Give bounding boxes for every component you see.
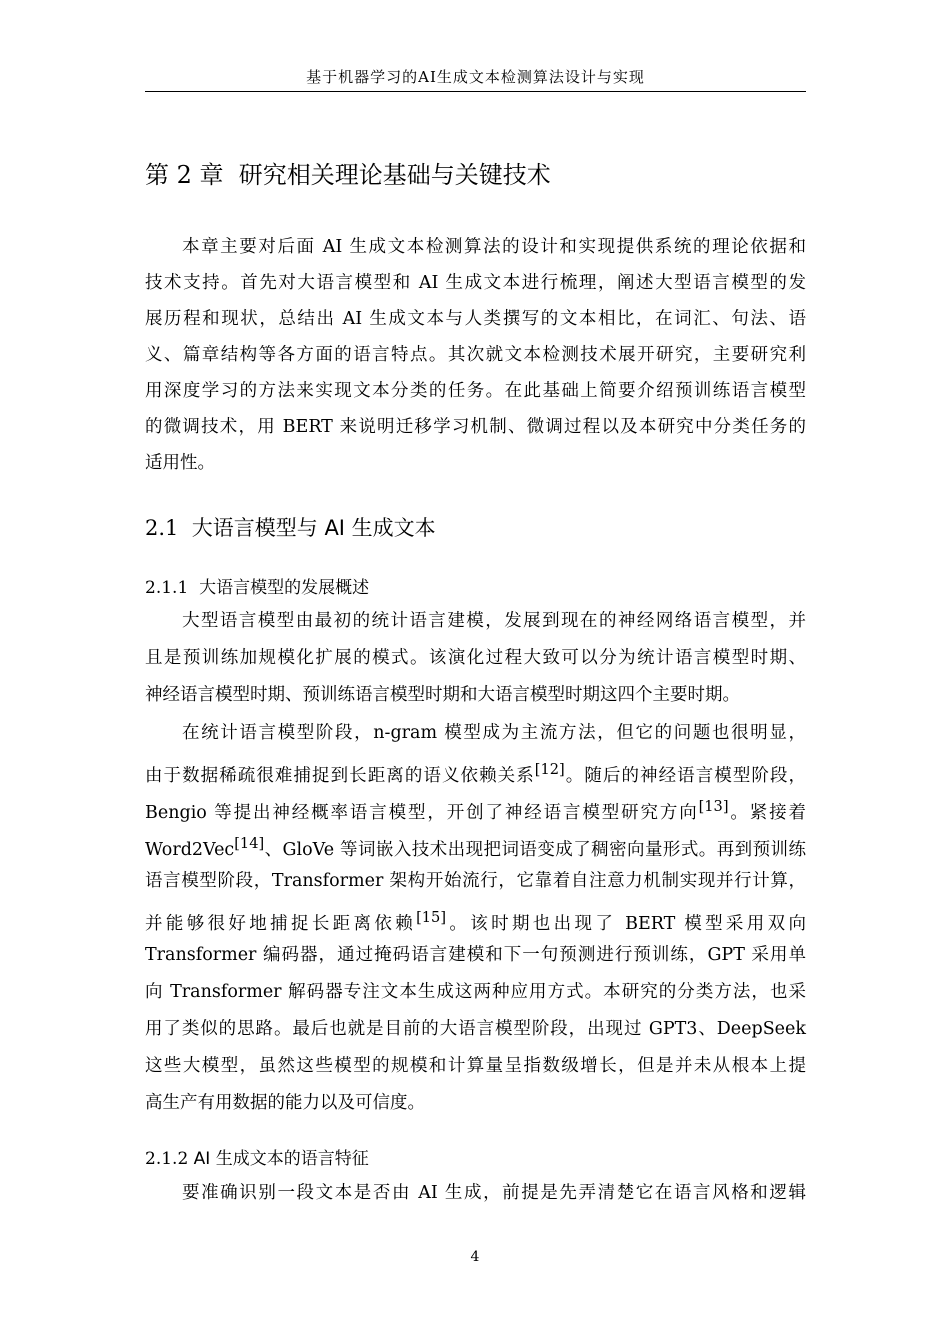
citation-ref: [13] [698, 798, 729, 815]
chapter-number: 第 2 章 [145, 161, 224, 189]
subsection-number: 2.1.1 [145, 578, 189, 598]
text-line: 语言模型阶段，Transformer 架构开始流行，它靠着自注意力机制实现并行计算， [145, 871, 806, 891]
text-line: Transformer 编码器，通过掩码语言建模和下一句预测进行预训练，GPT 采用单 [145, 945, 806, 965]
text-line: Word2Vec[14]、GloVe 等词嵌入技术出现把词语变成了稠密向量形式。再到预训练 [145, 835, 806, 860]
section-title: 大语言模型与 AI 生成文本 [191, 516, 436, 540]
text-line: 向 Transformer 解码器专注文本生成这两种应用方式。本研究的分类方法，也采 [145, 982, 806, 1002]
citation-ref: [15] [416, 909, 447, 926]
section-number: 2.1 [145, 516, 179, 540]
text-line: 要准确识别一段文本是否由 AI 生成，前提是先弄清楚它在语言风格和逻辑 [182, 1183, 806, 1203]
text-line: Bengio 等提出神经概率语言模型，开创了神经语言模型研究方向[13]。紧接着 [145, 798, 807, 823]
text-line: 神经语言模型时期、预训练语言模型时期和大语言模型时期这四个主要时期。 [145, 685, 740, 705]
text-line: 的微调技术，用 BERT 来说明迁移学习机制、微调过程以及本研究中分类任务的 [145, 417, 806, 437]
citation-ref: [14] [234, 835, 265, 852]
section-heading-2-1 [145, 512, 436, 542]
text-line: 由于数据稀疏很难捕捉到长距离的语义依赖关系[12]。随后的神经语言模型阶段， [145, 761, 807, 786]
text-line: 大型语言模型由最初的统计语言建模，发展到现在的神经网络语言模型，并 [182, 611, 806, 631]
chapter-title-text: 研究相关理论基础与关键技术 [238, 161, 551, 189]
text-line: 高生产有用数据的能力以及可信度。 [145, 1093, 425, 1113]
text-line: 并能够很好地捕捉长距离依赖[15]。该时期也出现了 BERT 模型采用双向 [145, 909, 806, 934]
subsection-title: AI 生成文本的语言特征 [193, 1149, 369, 1169]
page-number: 4 [470, 1249, 480, 1265]
text-line: 在统计语言模型阶段，n-gram 模型成为主流方法，但它的问题也很明显， [182, 723, 806, 743]
subsection-number: 2.1.2 [145, 1149, 189, 1169]
subsection-heading-2-1-1 [145, 573, 369, 598]
text-line: 用了类似的思路。最后也就是目前的大语言模型阶段，出现过 GPT3、DeepSeek [145, 1019, 806, 1039]
text-line: 义、篇章结构等各方面的语言特点。其次就文本检测技术展开研究，主要研究利 [145, 345, 806, 365]
citation-ref: [12] [534, 761, 565, 778]
text-line: 且是预训练加规模化扩展的模式。该演化过程大致可以分为统计语言模型时期、 [145, 648, 806, 668]
subsection-heading-2-1-2 [145, 1144, 369, 1169]
text-line: 技术支持。首先对大语言模型和 AI 生成文本进行梳理，阐述大型语言模型的发 [145, 273, 806, 293]
text-line: 本章主要对后面 AI 生成文本检测算法的设计和实现提供系统的理论依据和 [182, 237, 806, 257]
running-header: 基于机器学习的AI生成文本检测算法设计与实现 [306, 68, 645, 86]
text-line: 用深度学习的方法来实现文本分类的任务。在此基础上简要介绍预训练语言模型 [145, 381, 806, 401]
text-line: 这些大模型，虽然这些模型的规模和计算量呈指数级增长，但是并未从根本上提 [145, 1056, 806, 1076]
text-line: 展历程和现状，总结出 AI 生成文本与人类撰写的文本相比，在词汇、句法、语 [145, 309, 806, 329]
header-rule [145, 91, 806, 92]
text-line: 适用性。 [145, 453, 215, 473]
subsection-title: 大语言模型的发展概述 [199, 578, 370, 598]
chapter-title [145, 155, 551, 190]
